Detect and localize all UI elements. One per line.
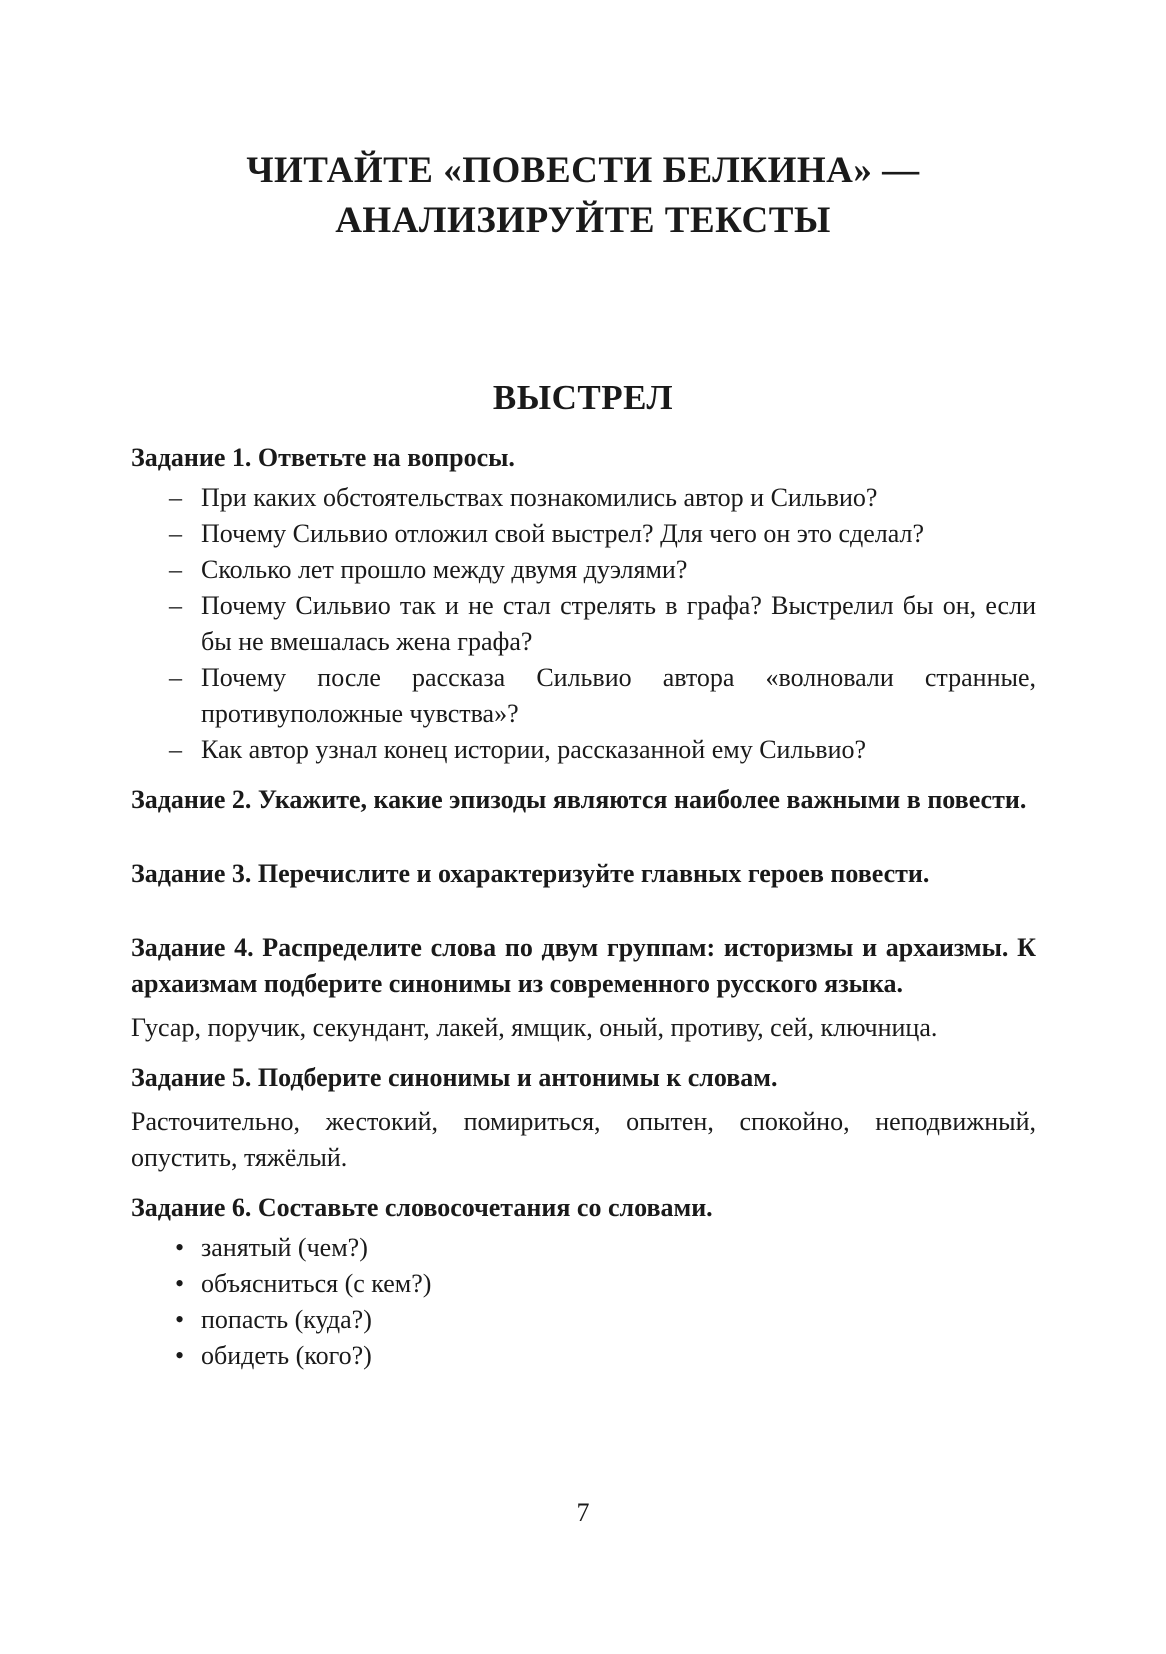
task-6-word-list	[131, 1230, 1036, 1374]
list-item: – Почему Сильвио отложил свой выстрел? Для чего он это сделал?	[169, 519, 925, 548]
task-1-question-list	[131, 480, 1036, 768]
list-item: – Почему после рассказа Сильвио автора «волновали странные, противуположные чувства»?	[169, 663, 1036, 728]
task-4-word-list: Гусар, поручик, секундант, лакей, ямщик, оный, противу, сей, ключница.	[131, 1013, 938, 1042]
list-item: • объясниться (с кем?)	[175, 1269, 432, 1298]
page-title-line-1: ЧИТАЙТЕ «ПОВЕСТИ БЕЛКИНА» —	[246, 150, 920, 191]
list-item: – Почему Сильвио так и не стал стрелять в графа? Выстрелил бы он, если бы не вмешалась жена графа?	[169, 591, 1036, 656]
page-title	[0, 146, 1166, 246]
list-item: – Сколько лет прошло между двумя дуэлями?	[169, 555, 688, 584]
list-item: – При каких обстоятельствах познакомились автор и Сильвио?	[169, 483, 878, 512]
list-item: – Как автор узнал конец истории, рассказанной ему Сильвио?	[169, 735, 867, 764]
page-title-line-2: АНАЛИЗИРУЙТЕ ТЕКСТЫ	[335, 200, 831, 241]
task-2-heading: Задание 2. Укажите, какие эпизоды являются наиболее важными в повести.	[131, 785, 1027, 814]
list-item: • попасть (куда?)	[175, 1305, 372, 1334]
page-number: 7	[576, 1498, 590, 1527]
section-title: ВЫСТРЕЛ	[492, 378, 674, 417]
task-6-heading: Задание 6. Составьте словосочетания со словами.	[131, 1193, 713, 1222]
task-1-heading: Задание 1. Ответьте на вопросы.	[131, 443, 515, 472]
task-3-heading: Задание 3. Перечислите и охарактеризуйте главных героев повести.	[131, 859, 930, 888]
list-item: • занятый (чем?)	[175, 1233, 368, 1262]
task-4-heading: Задание 4. Распределите слова по двум группам: историзмы и архаизмы. К архаизмам подберите синонимы из современного русского языка.	[131, 933, 1036, 998]
list-item: • обидеть (кого?)	[175, 1341, 372, 1370]
task-5-heading: Задание 5. Подберите синонимы и антонимы к словам.	[131, 1063, 778, 1092]
task-5-word-list: Расточительно, жестокий, помириться, опытен, спокойно, неподвижный, опустить, тяжёлый.	[131, 1107, 1036, 1172]
tasks-content	[131, 440, 1036, 1374]
